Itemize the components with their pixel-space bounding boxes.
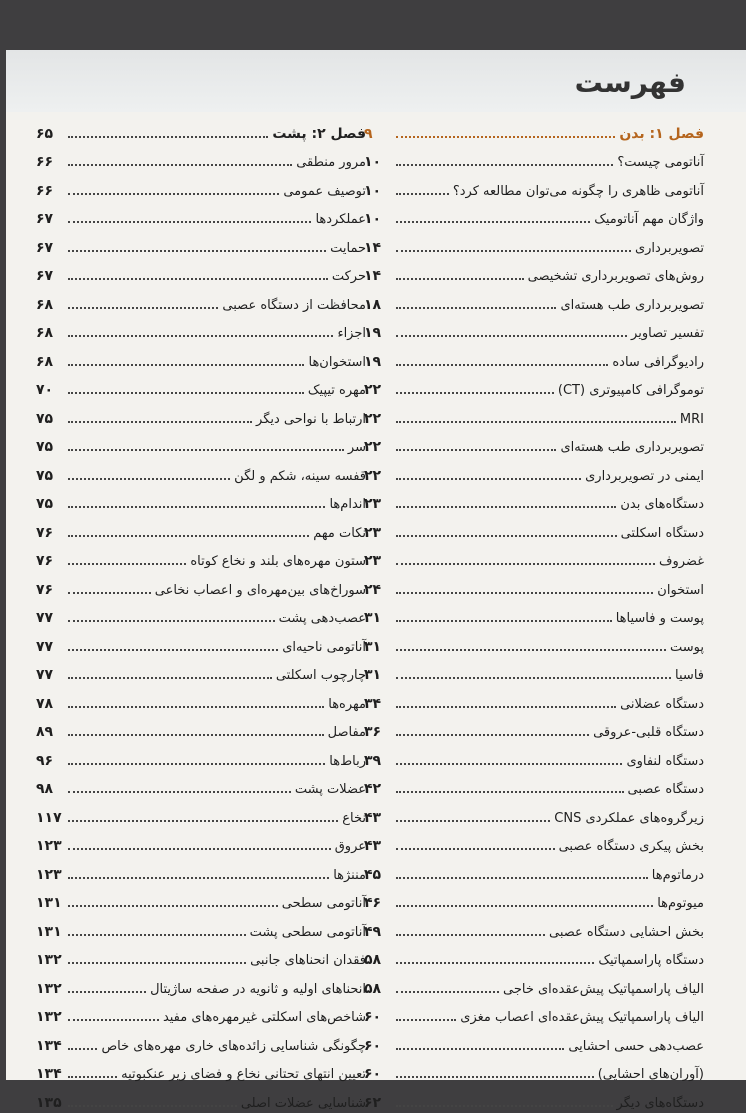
dot-leader — [68, 1019, 159, 1021]
dot-leader — [68, 164, 292, 166]
toc-entry-title: چگونگی شناسایی زائده‌های خاری مهره‌های خاص — [101, 1038, 366, 1054]
toc-entry — [364, 486, 704, 515]
dot-leader — [396, 905, 653, 907]
dot-leader — [396, 592, 653, 594]
toc-entry-page-number: ۴۵ — [364, 866, 382, 883]
dot-leader — [396, 164, 613, 166]
dot-leader — [68, 1048, 97, 1050]
toc-entry — [36, 258, 366, 287]
toc-entry-title: ایمنی در تصویربرداری — [585, 468, 704, 484]
toc-entry-title: مننژها — [333, 867, 366, 883]
dot-leader — [396, 506, 616, 508]
toc-entry-title: آناتومی ناحیه‌ای — [282, 639, 366, 655]
dot-leader — [68, 649, 278, 651]
dot-leader — [396, 649, 666, 651]
toc-entry-title: عصب‌دهی حسی احشایی — [568, 1038, 704, 1054]
toc-entry-title: نخاع — [342, 810, 366, 826]
toc-entry-title: محافظت از دستگاه عصبی — [222, 297, 366, 313]
toc-entry — [36, 144, 366, 173]
toc-entry — [364, 400, 704, 429]
toc-entry-page-number: ۴۳ — [364, 809, 382, 826]
toc-entry-title: دستگاه اسکلتی — [620, 525, 704, 541]
dot-leader — [68, 136, 268, 138]
toc-entry-title: تصویربرداری طب هسته‌ای — [560, 297, 704, 313]
dot-leader — [396, 193, 449, 195]
toc-entry-title: (آوران‌های احشایی) — [597, 1067, 704, 1082]
toc-entry-title: فاسیا — [675, 668, 704, 683]
dot-leader — [68, 478, 230, 480]
toc-entry — [36, 1084, 366, 1113]
dot-leader — [396, 706, 616, 708]
dot-leader — [68, 905, 278, 907]
toc-entry-title: حرکت — [331, 269, 366, 284]
page-title: فهرست — [574, 66, 686, 99]
toc-entry — [36, 429, 366, 458]
dot-leader — [396, 934, 545, 936]
toc-entry-page-number: ۷۶ — [36, 553, 54, 569]
toc-entry-title: رادیوگرافی ساده — [612, 354, 704, 370]
toc-entry-title: زیرگروه‌های عملکردی CNS — [554, 810, 704, 826]
toc-entry — [36, 315, 366, 344]
dot-leader — [396, 421, 676, 423]
toc-entry — [364, 828, 704, 857]
dot-leader — [68, 620, 275, 622]
dot-leader — [68, 278, 328, 280]
toc-entry-title: رباط‌ها — [329, 753, 366, 769]
toc-entry-title: فصل ۲: پشت — [272, 125, 366, 142]
dot-leader — [396, 791, 624, 793]
toc-entry-title: الیاف پاراسمپاتیک پیش‌عقده‌ای خاجی — [502, 981, 704, 997]
toc-entry-title: مهره تیپیک — [307, 383, 366, 398]
toc-entry — [36, 913, 366, 942]
toc-entry — [364, 856, 704, 885]
toc-entry-page-number: ۵۸ — [364, 980, 382, 997]
toc-entry — [36, 970, 366, 999]
toc-entry-page-number: ۱۳۱ — [36, 923, 62, 940]
dot-leader — [396, 877, 648, 879]
toc-entry-page-number: ۲۴ — [364, 581, 382, 598]
toc-entry — [36, 657, 366, 686]
dot-leader — [68, 535, 309, 537]
toc-entry-page-number: ۳۱ — [364, 610, 382, 626]
toc-entry — [36, 999, 366, 1028]
dot-leader — [68, 763, 325, 765]
dot-leader — [68, 791, 291, 793]
toc-entry — [364, 999, 704, 1028]
toc-entry-title: بخش پیکری دستگاه عصبی — [558, 839, 704, 854]
toc-entry-page-number: ۹ — [364, 125, 373, 142]
toc-entry-page-number: ۱۳۴ — [36, 1037, 62, 1054]
toc-entry-title: تعیین انتهای تحتانی نخاع و فضای زیر عنکبوتیه — [121, 1067, 366, 1082]
toc-entry-title: بخش احشایی دستگاه عصبی — [549, 924, 704, 940]
toc-entry — [364, 343, 704, 372]
toc-entry-title: عروق — [334, 839, 366, 854]
toc-entry-page-number: ۷۷ — [36, 638, 54, 655]
toc-entry-page-number: ۱۰ — [364, 154, 382, 170]
dot-leader — [68, 421, 252, 423]
dot-leader — [396, 335, 627, 337]
toc-entry-title: نکات مهم — [313, 525, 366, 541]
dot-leader — [396, 820, 550, 822]
toc-entry-page-number: ۶۸ — [36, 325, 54, 341]
toc-entry-page-number: ۷۵ — [36, 439, 54, 455]
toc-entry-title: عملکردها — [315, 212, 366, 227]
toc-entry — [36, 457, 366, 486]
toc-entry — [36, 942, 366, 971]
toc-entry — [364, 229, 704, 258]
dot-leader — [396, 136, 615, 138]
dot-leader — [396, 250, 631, 252]
toc-entry — [36, 486, 366, 515]
toc-entry — [36, 714, 366, 743]
toc-entry-page-number: ۷۵ — [36, 410, 54, 427]
toc-entry-title: ارتباط با نواحی دیگر — [256, 411, 366, 427]
toc-entry-title: دستگاه عصبی — [627, 782, 704, 797]
toc-entry-page-number: ۲۲ — [364, 382, 382, 398]
dot-leader — [68, 193, 279, 195]
toc-entry-page-number: ۴۲ — [364, 781, 382, 797]
toc-entry-page-number: ۶۰ — [364, 1066, 382, 1082]
toc-entry-title: آناتومی چیست؟ — [617, 155, 704, 170]
toc-entry-page-number: ۳۹ — [364, 752, 382, 769]
toc-entry-page-number: ۳۱ — [364, 638, 382, 655]
toc-entry — [364, 514, 704, 543]
toc-entry — [364, 1084, 704, 1113]
toc-entry-page-number: ۱۸ — [364, 296, 382, 313]
dot-leader — [68, 734, 324, 736]
toc-entry-page-number: ۱۹ — [364, 325, 382, 341]
toc-entry-page-number: ۷۸ — [36, 695, 54, 712]
dot-leader — [68, 335, 333, 337]
toc-entry-title: MRI — [679, 411, 704, 427]
toc-entry-title: پوست — [670, 639, 704, 655]
toc-entry-title: آناتومی سطحی — [281, 896, 366, 911]
toc-entry — [36, 400, 366, 429]
toc-entry-page-number: ۱۳۴ — [36, 1066, 62, 1082]
dot-leader — [68, 307, 218, 309]
dot-leader — [396, 677, 671, 679]
toc-entry-title: دستگاه عضلانی — [620, 696, 704, 712]
dot-leader — [396, 307, 556, 309]
toc-entry-page-number: ۶۶ — [36, 154, 54, 170]
toc-entry-title: درماتوم‌ها — [651, 867, 704, 883]
toc-entry — [364, 685, 704, 714]
toc-entry-page-number: ۳۱ — [364, 667, 382, 683]
toc-entry-title: دستگاه قلبی-عروقی — [593, 725, 704, 740]
toc-entry-page-number: ۴۹ — [364, 923, 382, 940]
dot-leader — [396, 1019, 456, 1021]
toc-entry — [364, 628, 704, 657]
dot-leader — [396, 449, 556, 451]
toc-entry-page-number: ۳۴ — [364, 695, 382, 712]
dot-leader — [68, 962, 246, 964]
toc-entry-title: توموگرافی کامپیوتری (CT) — [557, 383, 704, 398]
toc-entry-page-number: ۶۷ — [36, 268, 54, 284]
toc-entry — [364, 543, 704, 572]
toc-entry — [36, 856, 366, 885]
toc-entry-page-number: ۶۲ — [364, 1094, 382, 1111]
toc-entry-title: مفاصل — [327, 725, 366, 740]
dot-leader — [68, 677, 272, 679]
toc-entry-page-number: ۱۰ — [364, 182, 382, 199]
toc-entry-title: آناتومی سطحی پشت — [249, 924, 366, 940]
toc-entry — [364, 258, 704, 287]
toc-entry-page-number: ۲۲ — [364, 410, 382, 427]
toc-entry-page-number: ۴۳ — [364, 838, 382, 854]
dot-leader — [396, 763, 622, 765]
toc-entry-title: ستون مهره‌های بلند و نخاع کوتاه — [190, 554, 366, 569]
toc-entry — [364, 742, 704, 771]
toc-entry-page-number: ۶۶ — [36, 182, 54, 199]
dot-leader — [396, 364, 608, 366]
toc-entry — [364, 315, 704, 344]
toc-entry-title: تصویربرداری طب هسته‌ای — [560, 440, 704, 455]
toc-entry-page-number: ۱۱۷ — [36, 809, 62, 826]
toc-entry — [364, 286, 704, 315]
toc-entry-page-number: ۱۴ — [364, 268, 382, 284]
toc-entry-page-number: ۷۵ — [36, 467, 54, 484]
dot-leader — [396, 991, 499, 993]
dot-leader — [396, 962, 594, 964]
toc-entry-title: میوتوم‌ها — [657, 896, 704, 911]
toc-entry-page-number: ۱۹ — [364, 353, 382, 370]
toc-entry-page-number: ۶۷ — [36, 239, 54, 256]
toc-entry-page-number: ۷۷ — [36, 610, 54, 626]
toc-entry-title: قفسه سینه، شکم و لگن — [234, 468, 366, 484]
toc-entry-title: آناتومی ظاهری را چگونه می‌توان مطالعه کرد؟ — [452, 183, 704, 199]
chapter-heading — [364, 115, 704, 144]
dot-leader — [68, 506, 325, 508]
toc-entry-page-number: ۷۶ — [36, 524, 54, 541]
toc-entry-page-number: ۶۰ — [364, 1009, 382, 1025]
toc-entry — [36, 600, 366, 629]
toc-entry-title: شاخص‌های اسکلتی غیرمهره‌های مفید — [162, 1010, 366, 1025]
toc-entry-title: شناسایی عضلات اصلی — [240, 1095, 366, 1111]
toc-entry — [36, 771, 366, 800]
toc-entry-page-number: ۹۶ — [36, 752, 54, 769]
dot-leader — [396, 221, 590, 223]
toc-entry-page-number: ۹۸ — [36, 781, 54, 797]
toc-entry — [364, 457, 704, 486]
dot-leader — [68, 250, 326, 252]
dot-leader — [396, 478, 581, 480]
dot-leader — [68, 592, 151, 594]
toc-entry — [364, 942, 704, 971]
toc-entry-page-number: ۱۴ — [364, 239, 382, 256]
toc-entry-page-number: ۱۲۳ — [36, 866, 62, 883]
toc-entry-page-number: ۶۸ — [36, 296, 54, 313]
toc-entry-page-number: ۱۳۱ — [36, 895, 62, 911]
toc-entry — [36, 543, 366, 572]
dot-leader — [396, 848, 555, 850]
toc-entry — [36, 201, 366, 230]
toc-entry-page-number: ۶۰ — [364, 1037, 382, 1054]
toc-entry-title: پوست و فاسیاها — [615, 611, 704, 626]
toc-entry — [364, 913, 704, 942]
dot-leader — [68, 563, 186, 565]
toc-entry — [364, 429, 704, 458]
toc-entry — [36, 628, 366, 657]
toc-entry-title: مرور منطقی — [296, 155, 366, 170]
toc-entry-title: واژگان مهم آناتومیک — [594, 212, 704, 227]
dot-leader — [396, 392, 554, 394]
toc-entry — [36, 571, 366, 600]
dot-leader — [68, 877, 329, 879]
toc-entry-page-number: ۱۰ — [364, 211, 382, 227]
dot-leader — [68, 364, 304, 366]
toc-entry-page-number: ۵۸ — [364, 952, 382, 968]
toc-entry-title: توصیف عمومی — [283, 183, 366, 199]
toc-entry — [364, 600, 704, 629]
toc-entry-title: انحناهای اولیه و ثانویه در صفحه ساژیتال — [150, 981, 366, 997]
toc-entry-title: استخوان — [657, 582, 704, 598]
toc-entry-title: عصب‌دهی پشت — [278, 611, 366, 626]
toc-entry-title: چارچوب اسکلتی — [275, 668, 366, 683]
dot-leader — [68, 706, 324, 708]
book-page — [6, 50, 746, 1111]
toc-entry — [36, 828, 366, 857]
toc-entry — [364, 657, 704, 686]
toc-column-chapter-1 — [364, 115, 704, 1113]
toc-entry — [36, 742, 366, 771]
dot-leader — [68, 934, 246, 936]
toc-entry-page-number: ۷۷ — [36, 667, 54, 683]
toc-entry-title: تصویربرداری — [634, 240, 704, 256]
toc-entry-page-number: ۸۹ — [36, 724, 54, 740]
toc-entry — [364, 172, 704, 201]
toc-entry — [364, 201, 704, 230]
dot-leader — [68, 221, 311, 223]
toc-entry — [364, 970, 704, 999]
toc-entry — [36, 685, 366, 714]
toc-entry-page-number: ۱۳۲ — [36, 980, 62, 997]
toc-entry-title: فقدان انحناهای جانبی — [250, 953, 366, 968]
toc-entry-title: غضروف — [659, 554, 704, 569]
toc-entry — [364, 372, 704, 401]
dot-leader — [396, 734, 589, 736]
dot-leader — [396, 563, 655, 565]
toc-entry-title: حمایت — [330, 240, 366, 256]
toc-entry — [36, 514, 366, 543]
toc-column-chapter-2 — [36, 115, 366, 1113]
toc-entry-title: دستگاه پاراسمپاتیک — [598, 953, 704, 968]
toc-entry-page-number: ۷۰ — [36, 382, 54, 398]
toc-entry — [364, 1027, 704, 1056]
dot-leader — [68, 392, 304, 394]
toc-entry-title: فصل ۱: بدن — [619, 125, 704, 142]
dot-leader — [396, 1105, 613, 1107]
toc-entry-title: مهره‌ها — [328, 696, 366, 712]
toc-entry-title: دستگاه لنفاوی — [626, 753, 704, 769]
dot-leader — [68, 1105, 237, 1107]
dot-leader — [68, 820, 338, 822]
toc-entry-title: تفسیر تصاویر — [631, 326, 704, 341]
toc-entry-page-number: ۱۳۲ — [36, 1009, 62, 1025]
toc-entry-page-number: ۶۷ — [36, 211, 54, 227]
toc-entry-page-number: ۱۲۳ — [36, 838, 62, 854]
toc-entry — [364, 885, 704, 914]
toc-entry — [36, 286, 366, 315]
toc-entry-page-number: ۲۲ — [364, 439, 382, 455]
toc-entry-title: سوراخ‌های بین‌مهره‌ای و اعصاب نخاعی — [154, 582, 366, 598]
toc-entry — [36, 885, 366, 914]
toc-entry-page-number: ۲۳ — [364, 496, 382, 512]
chapter-heading — [36, 115, 366, 144]
toc-entry-title: سر — [347, 440, 366, 455]
dot-leader — [396, 620, 612, 622]
toc-entry — [36, 343, 366, 372]
dot-leader — [68, 848, 331, 850]
dot-leader — [68, 449, 344, 451]
toc-entry — [364, 571, 704, 600]
toc-entry-page-number: ۱۳۲ — [36, 952, 62, 968]
dot-leader — [396, 535, 617, 537]
dot-leader — [396, 278, 524, 280]
toc-entry — [364, 771, 704, 800]
toc-entry — [36, 799, 366, 828]
toc-entry-page-number: ۳۶ — [364, 724, 382, 740]
dot-leader — [68, 1076, 117, 1078]
toc-entry-title: روش‌های تصویربرداری تشخیصی — [527, 269, 704, 284]
toc-entry-title: اجزاء — [337, 326, 366, 341]
toc-entry-page-number: ۴۶ — [364, 895, 382, 911]
toc-entry-page-number: ۷۶ — [36, 581, 54, 598]
toc-entry-title: دستگاه‌های دیگر — [616, 1095, 704, 1111]
toc-entry-page-number: ۲۲ — [364, 467, 382, 484]
toc-entry — [36, 1027, 366, 1056]
toc-entry-page-number: ۱۳۵ — [36, 1094, 62, 1111]
toc-entry — [36, 172, 366, 201]
toc-entry-title: عضلات پشت — [294, 782, 366, 797]
toc-entry-title: دستگاه‌های بدن — [620, 497, 704, 512]
toc-entry-page-number: ۷۵ — [36, 496, 54, 512]
toc-entry — [364, 144, 704, 173]
toc-entry-page-number: ۲۳ — [364, 553, 382, 569]
toc-entry-title: اندام‌ها — [329, 497, 366, 512]
toc-entry — [36, 229, 366, 258]
dot-leader — [68, 991, 146, 993]
toc-entry-page-number: ۲۳ — [364, 524, 382, 541]
toc-entry-page-number: ۶۸ — [36, 353, 54, 370]
toc-entry-title: الیاف پاراسمپاتیک پیش‌عقده‌ای اعصاب مغزی — [460, 1010, 704, 1025]
toc-entry-page-number: ۶۵ — [36, 125, 54, 142]
dot-leader — [396, 1076, 594, 1078]
toc-entry — [364, 799, 704, 828]
dot-leader — [396, 1048, 564, 1050]
toc-entry — [36, 372, 366, 401]
toc-entry — [364, 714, 704, 743]
toc-entry-title: استخوان‌ها — [308, 354, 366, 370]
